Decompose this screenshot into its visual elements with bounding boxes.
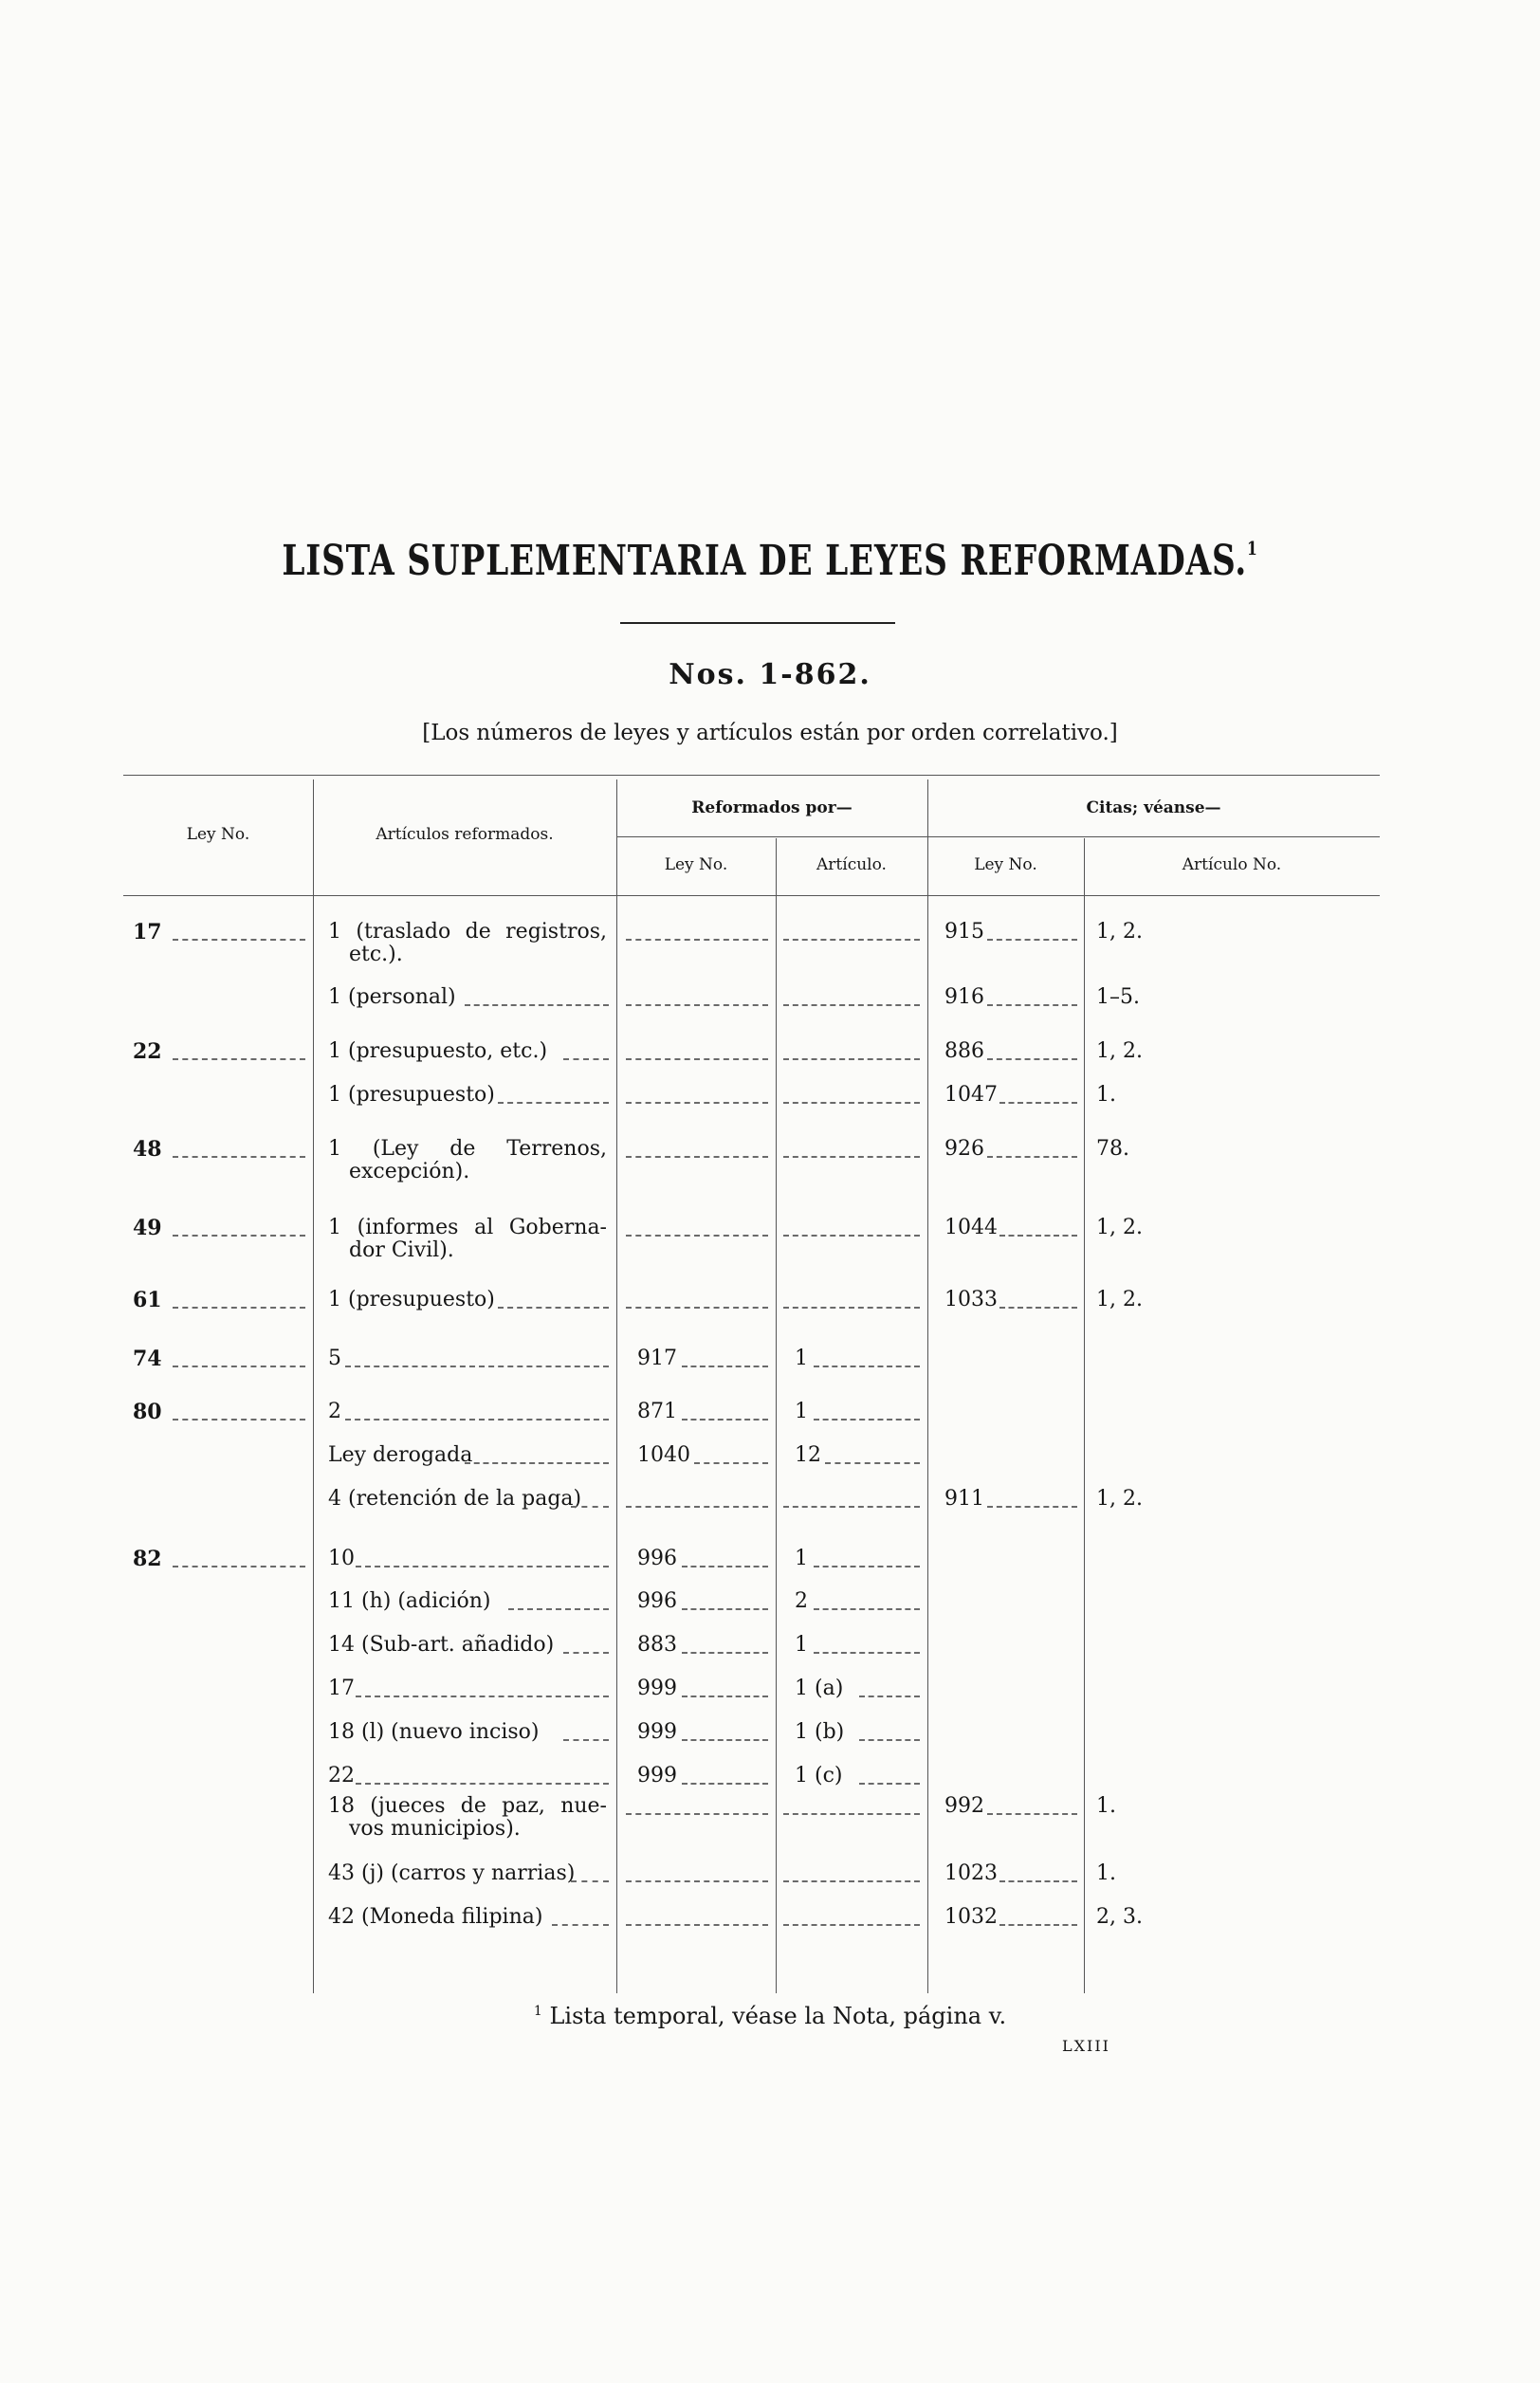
cita-articulo: 1. bbox=[1096, 1794, 1116, 1818]
table-top-rule bbox=[123, 775, 1380, 776]
dot-leader bbox=[999, 1880, 1077, 1882]
cita-ley-number: 1033 bbox=[944, 1288, 998, 1311]
dot-leader bbox=[356, 1783, 609, 1785]
dot-leader bbox=[465, 1462, 609, 1464]
dot-leader bbox=[626, 1813, 768, 1815]
dot-leader bbox=[173, 1235, 305, 1237]
ley-number: 74 bbox=[133, 1347, 162, 1371]
dot-leader bbox=[465, 1004, 609, 1006]
article-line: 4 (retención de la paga) bbox=[328, 1487, 582, 1511]
ref-articulo: 1 bbox=[795, 1633, 808, 1657]
article-line: dor Civil). bbox=[349, 1238, 454, 1262]
dot-leader bbox=[345, 1366, 609, 1367]
header-cit-articulo: Artículo No. bbox=[1182, 855, 1282, 874]
ordering-note: [Los números de leyes y artículos están por orden correlativo.] bbox=[422, 721, 1118, 745]
dot-leader bbox=[173, 1366, 305, 1367]
dot-leader bbox=[356, 1566, 609, 1567]
header-ref-articulo: Artículo. bbox=[816, 855, 887, 874]
ref-ley-number: 1040 bbox=[637, 1443, 690, 1467]
ref-articulo: 1 (c) bbox=[795, 1764, 843, 1787]
dot-leader bbox=[825, 1462, 920, 1464]
ref-articulo: 12 bbox=[795, 1443, 821, 1467]
ref-ley-number: 883 bbox=[637, 1633, 677, 1657]
dot-leader bbox=[173, 1058, 305, 1060]
header-citas: Citas; véanse— bbox=[1086, 798, 1221, 817]
cita-ley-number: 1032 bbox=[944, 1905, 998, 1929]
dot-leader bbox=[682, 1739, 768, 1741]
dot-leader bbox=[859, 1696, 920, 1697]
cita-ley-number: 915 bbox=[944, 920, 984, 944]
dot-leader bbox=[173, 1156, 305, 1158]
ref-ley-number: 999 bbox=[637, 1677, 677, 1700]
cita-articulo: 1, 2. bbox=[1096, 1216, 1143, 1239]
column-rule bbox=[927, 779, 928, 1993]
article-line: 43 (j) (carros y narrias) bbox=[328, 1861, 576, 1885]
article-line: 5 bbox=[328, 1347, 341, 1370]
header-bottom-rule bbox=[123, 895, 1380, 896]
article-line: 1 (personal) bbox=[328, 985, 456, 1009]
cita-articulo: 1, 2. bbox=[1096, 920, 1143, 944]
article-line: 1 (Ley de Terrenos, bbox=[328, 1137, 607, 1161]
ref-articulo: 1 bbox=[795, 1400, 808, 1423]
ref-ley-number: 999 bbox=[637, 1764, 677, 1787]
cita-ley-number: 886 bbox=[944, 1039, 984, 1063]
article-line: excepción). bbox=[349, 1160, 470, 1183]
dot-leader bbox=[508, 1608, 609, 1610]
ref-ley-number: 996 bbox=[637, 1547, 677, 1570]
dot-leader bbox=[783, 1058, 920, 1060]
dot-leader bbox=[626, 1156, 768, 1158]
dot-leader bbox=[498, 1307, 609, 1309]
column-rule bbox=[616, 779, 617, 1993]
dot-leader bbox=[173, 1419, 305, 1421]
dot-leader bbox=[999, 1102, 1077, 1104]
dot-leader bbox=[682, 1419, 768, 1421]
article-line: 1 (informes al Goberna- bbox=[328, 1216, 607, 1239]
article-line: etc.). bbox=[349, 943, 403, 966]
article-line: 1 (presupuesto) bbox=[328, 1083, 495, 1107]
dot-leader bbox=[987, 1156, 1077, 1158]
article-line: 17 bbox=[328, 1677, 355, 1700]
article-line: 11 (h) (adición) bbox=[328, 1589, 491, 1613]
dot-leader bbox=[626, 1307, 768, 1309]
header-articulos: Artículos reformados. bbox=[376, 825, 554, 844]
article-line: 18 (l) (nuevo inciso) bbox=[328, 1720, 540, 1744]
dot-leader bbox=[814, 1608, 920, 1610]
cita-articulo: 1, 2. bbox=[1096, 1288, 1143, 1311]
dot-leader bbox=[626, 1924, 768, 1926]
ley-number: 82 bbox=[133, 1547, 162, 1571]
dot-leader bbox=[682, 1652, 768, 1654]
article-line: 22 bbox=[328, 1764, 355, 1787]
dot-leader bbox=[571, 1880, 609, 1882]
title-footnote-mark: 1 bbox=[1247, 537, 1258, 559]
cita-articulo: 1–5. bbox=[1096, 985, 1140, 1009]
header-reformados-por: Reformados por— bbox=[691, 798, 852, 817]
ref-articulo: 2 bbox=[795, 1589, 808, 1613]
dot-leader bbox=[783, 1924, 920, 1926]
dot-leader bbox=[626, 1506, 768, 1508]
dot-leader bbox=[694, 1462, 768, 1464]
cita-ley-number: 1047 bbox=[944, 1083, 998, 1107]
dot-leader bbox=[626, 1102, 768, 1104]
dot-leader bbox=[563, 1058, 609, 1060]
page-number: LXIII bbox=[1062, 2037, 1110, 2055]
cita-articulo: 1, 2. bbox=[1096, 1487, 1143, 1511]
article-line: 1 (traslado de registros, bbox=[328, 920, 607, 944]
ley-number: 49 bbox=[133, 1216, 162, 1240]
article-line: Ley derogada bbox=[328, 1443, 473, 1467]
cita-ley-number: 926 bbox=[944, 1137, 984, 1161]
header-ley-no: Ley No. bbox=[186, 825, 250, 844]
dot-leader bbox=[682, 1783, 768, 1785]
dot-leader bbox=[783, 1506, 920, 1508]
cita-ley-number: 916 bbox=[944, 985, 984, 1009]
ref-ley-number: 999 bbox=[637, 1720, 677, 1744]
ref-articulo: 1 bbox=[795, 1547, 808, 1570]
dot-leader bbox=[563, 1739, 609, 1741]
dot-leader bbox=[987, 1506, 1077, 1508]
dot-leader bbox=[999, 1924, 1077, 1926]
article-line: 18 (jueces de paz, nue- bbox=[328, 1794, 607, 1818]
dot-leader bbox=[571, 1506, 609, 1508]
dot-leader bbox=[783, 1307, 920, 1309]
subtitle: Nos. 1-862. bbox=[669, 658, 871, 691]
dot-leader bbox=[783, 939, 920, 941]
dot-leader bbox=[682, 1366, 768, 1367]
cita-articulo: 1, 2. bbox=[1096, 1039, 1143, 1063]
cita-ley-number: 1023 bbox=[944, 1861, 998, 1885]
dot-leader bbox=[626, 939, 768, 941]
cita-articulo: 1. bbox=[1096, 1861, 1116, 1885]
cita-ley-number: 992 bbox=[944, 1794, 984, 1818]
dot-leader bbox=[987, 939, 1077, 941]
dot-leader bbox=[814, 1419, 920, 1421]
article-line: 2 bbox=[328, 1400, 341, 1423]
cita-ley-number: 911 bbox=[944, 1487, 984, 1511]
dot-leader bbox=[999, 1235, 1077, 1237]
article-line: 1 (presupuesto, etc.) bbox=[328, 1039, 548, 1063]
article-line: 1 (presupuesto) bbox=[328, 1288, 495, 1311]
cita-articulo: 78. bbox=[1096, 1137, 1129, 1161]
dot-leader bbox=[552, 1924, 609, 1926]
column-rule bbox=[1084, 838, 1085, 1993]
dot-leader bbox=[682, 1696, 768, 1697]
dot-leader bbox=[859, 1739, 920, 1741]
ley-number: 48 bbox=[133, 1137, 162, 1162]
dot-leader bbox=[498, 1102, 609, 1104]
cita-ley-number: 1044 bbox=[944, 1216, 998, 1239]
dot-leader bbox=[682, 1608, 768, 1610]
column-rule bbox=[313, 779, 314, 1993]
subheader-rule bbox=[616, 836, 1380, 837]
ley-number: 22 bbox=[133, 1039, 162, 1064]
dot-leader bbox=[859, 1783, 920, 1785]
dot-leader bbox=[783, 1102, 920, 1104]
dot-leader bbox=[999, 1307, 1077, 1309]
ref-ley-number: 917 bbox=[637, 1347, 677, 1370]
article-line: 42 (Moneda filipina) bbox=[328, 1905, 543, 1929]
dot-leader bbox=[173, 1307, 305, 1309]
dot-leader bbox=[626, 1235, 768, 1237]
article-line: 14 (Sub-art. añadido) bbox=[328, 1633, 555, 1657]
article-line: vos municipios). bbox=[349, 1817, 521, 1841]
ref-articulo: 1 (b) bbox=[795, 1720, 845, 1744]
dot-leader bbox=[173, 1566, 305, 1567]
dot-leader bbox=[987, 1004, 1077, 1006]
ley-number: 61 bbox=[133, 1288, 162, 1312]
dot-leader bbox=[173, 939, 305, 941]
cita-articulo: 2, 3. bbox=[1096, 1905, 1143, 1929]
dot-leader bbox=[682, 1566, 768, 1567]
ley-number: 17 bbox=[133, 920, 162, 944]
title-text: LISTA SUPLEMENTARIA DE LEYES REFORMADAS. bbox=[282, 537, 1248, 585]
dot-leader bbox=[987, 1813, 1077, 1815]
dot-leader bbox=[783, 1880, 920, 1882]
dot-leader bbox=[356, 1696, 609, 1697]
ref-articulo: 1 bbox=[795, 1347, 808, 1370]
column-rule bbox=[776, 838, 777, 1993]
dot-leader bbox=[345, 1419, 609, 1421]
dot-leader bbox=[626, 1058, 768, 1060]
header-cit-ley: Ley No. bbox=[974, 855, 1037, 874]
dot-leader bbox=[626, 1004, 768, 1006]
dot-leader bbox=[563, 1652, 609, 1654]
footnote bbox=[0, 2003, 1540, 2029]
dot-leader bbox=[814, 1566, 920, 1567]
dot-leader bbox=[987, 1058, 1077, 1060]
cita-articulo: 1. bbox=[1096, 1083, 1116, 1107]
dot-leader bbox=[626, 1880, 768, 1882]
dot-leader bbox=[783, 1813, 920, 1815]
dot-leader bbox=[783, 1156, 920, 1158]
article-line: 10 bbox=[328, 1547, 355, 1570]
dot-leader bbox=[814, 1366, 920, 1367]
dot-leader bbox=[814, 1652, 920, 1654]
header-ref-ley: Ley No. bbox=[664, 855, 728, 874]
footnote-text: Lista temporal, véase la Nota, página v. bbox=[549, 2003, 1007, 2029]
footnote-mark: 1 bbox=[533, 2004, 542, 2019]
dot-leader bbox=[783, 1235, 920, 1237]
ref-ley-number: 871 bbox=[637, 1400, 677, 1423]
dot-leader bbox=[783, 1004, 920, 1006]
ley-number: 80 bbox=[133, 1400, 162, 1424]
ref-articulo: 1 (a) bbox=[795, 1677, 844, 1700]
ref-ley-number: 996 bbox=[637, 1589, 677, 1613]
